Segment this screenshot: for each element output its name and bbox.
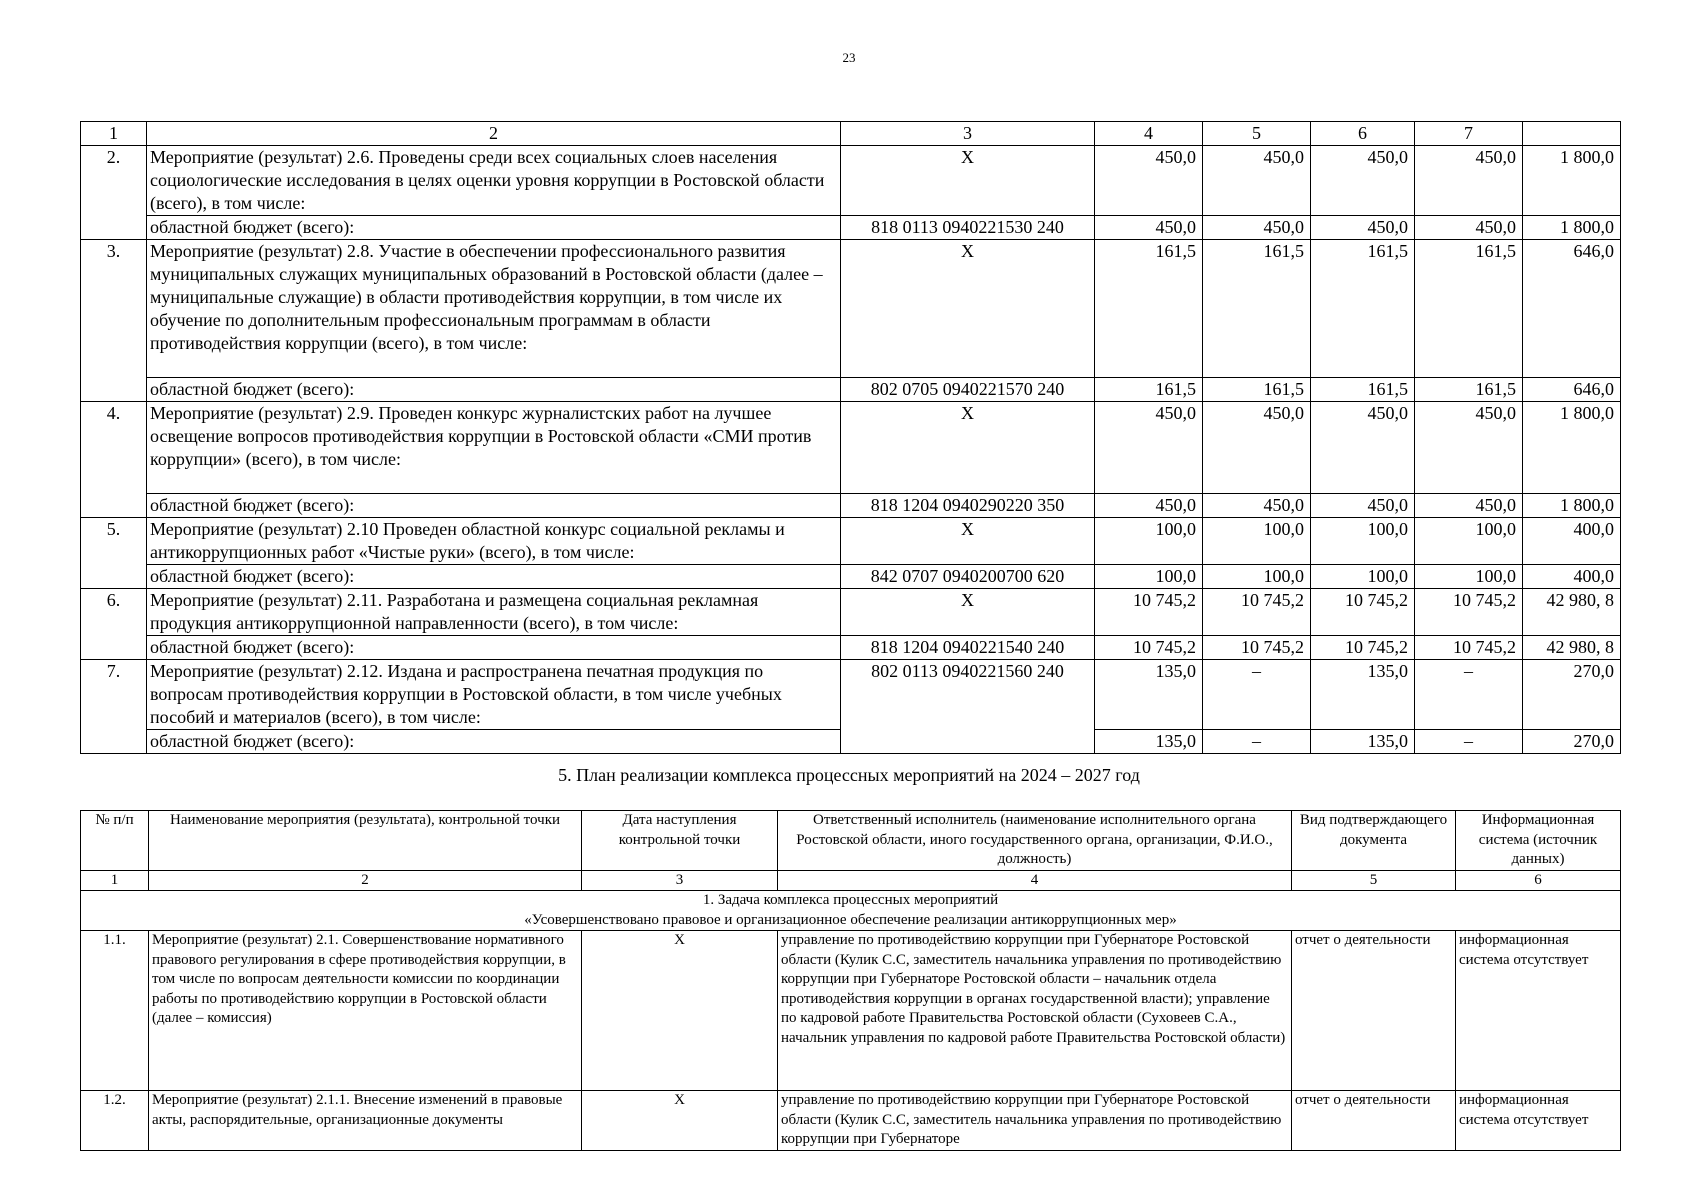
row-value: 10 745,2 [1415, 589, 1523, 636]
row-value: 450,0 [1203, 402, 1311, 494]
table-row [81, 146, 1621, 216]
section-title: 5. План реализации комплекса процессных мероприятий на 2024 – 2027 год [558, 765, 1140, 785]
row-code: Х [841, 146, 1095, 216]
subrow-value: 100,0 [1311, 565, 1415, 589]
row-value: 450,0 [1095, 402, 1203, 494]
column-number: 5 [1292, 870, 1456, 891]
row-code: Х [841, 589, 1095, 636]
task-cell [81, 891, 1621, 931]
row-code: 802 0113 0940221560 240 [841, 660, 1095, 754]
plan-row [81, 931, 1621, 1091]
subrow-value: 450,0 [1203, 494, 1311, 518]
subrow-value: 450,0 [1203, 216, 1311, 240]
plan-row-number: 1.1. [81, 931, 149, 1091]
plan-row-date: Х [582, 1091, 778, 1151]
plan-row-system: информационная система отсутствует [1456, 931, 1621, 1091]
plan-row-name: Мероприятие (результат) 2.1.1. Внесение изменений в правовые акты, распорядительные, организационные документы [149, 1091, 582, 1151]
subrow-value: 10 745,2 [1415, 636, 1523, 660]
row-total: 42 980, 8 [1523, 589, 1621, 636]
header-cell: 7 [1415, 122, 1523, 146]
table-subrow [81, 378, 1621, 402]
subrow-value: 135,0 [1311, 730, 1415, 754]
subrow-value: 161,5 [1415, 378, 1523, 402]
column-number: 4 [778, 870, 1292, 891]
row-title: Мероприятие (результат) 2.11. Разработана и размещена социальная рекламная продукция антикоррупционной направленности (всего), в том числе: [147, 589, 841, 636]
table-row [81, 518, 1621, 565]
column-number: 1 [81, 870, 149, 891]
table-row [81, 660, 1621, 730]
subrow-value: 450,0 [1415, 216, 1523, 240]
row-value: 100,0 [1415, 518, 1523, 565]
row-number: 4. [81, 402, 147, 518]
row-number: 2. [81, 146, 147, 240]
plan-row-executor: управление по противодействию коррупции при Губернаторе Ростовской области (Кулик С.С, заместитель начальника управления по противодействию коррупции при Губернаторе [778, 1091, 1292, 1151]
row-code: Х [841, 402, 1095, 494]
row-title: Мероприятие (результат) 2.12. Издана и распространена печатная продукция по вопросам противодействия коррупции в Ростовской области, в том числе учебных пособий и материалов (всего), в том числе: [147, 660, 841, 730]
subrow-title: областной бюджет (всего): [147, 494, 841, 518]
subrow-value: 135,0 [1095, 730, 1203, 754]
header-cell: 3 [841, 122, 1095, 146]
subrow-title: областной бюджет (всего): [147, 636, 841, 660]
subrow-code: 842 0707 0940200700 620 [841, 565, 1095, 589]
table-subrow [81, 216, 1621, 240]
column-number: 2 [149, 870, 582, 891]
plan-header-cell: Ответственный исполнитель (наименование исполнительного органа Ростовской области, иного государственного органа, организации, Ф.И.О., должность) [778, 811, 1292, 871]
row-value: 10 745,2 [1203, 589, 1311, 636]
task-title: 1. Задача комплекса процессных мероприятий [702, 892, 999, 908]
row-value: 10 745,2 [1311, 589, 1415, 636]
row-value: 161,5 [1095, 240, 1203, 378]
row-value: 100,0 [1203, 518, 1311, 565]
subrow-value: 100,0 [1203, 565, 1311, 589]
row-value: 161,5 [1415, 240, 1523, 378]
row-value: 100,0 [1095, 518, 1203, 565]
subrow-total: 400,0 [1523, 565, 1621, 589]
table-row [81, 402, 1621, 494]
plan-header-row [81, 811, 1621, 871]
row-code: Х [841, 518, 1095, 565]
header-cell: 1 [81, 122, 147, 146]
budget-table [80, 121, 1621, 754]
row-number: 6. [81, 589, 147, 660]
row-value: 450,0 [1095, 146, 1203, 216]
subrow-value: 450,0 [1311, 216, 1415, 240]
header-cell: 4 [1095, 122, 1203, 146]
table-row [81, 589, 1621, 636]
header-cell: 6 [1311, 122, 1415, 146]
subrow-total: 1 800,0 [1523, 216, 1621, 240]
row-code: Х [841, 240, 1095, 378]
plan-header-cell: Информационная система (источник данных) [1456, 811, 1621, 871]
subrow-code: 802 0705 0940221570 240 [841, 378, 1095, 402]
row-title: Мероприятие (результат) 2.8. Участие в обеспечении профессионального развития муниципальных служащих муниципальных образований в Ростовской области (далее – муниципальные служащие) в области противодействия коррупции, в том числе их обучение по дополнительным профессиональным программам в области противодействия коррупции (всего), в том числе: [147, 240, 841, 378]
table-subrow [81, 636, 1621, 660]
subrow-title: областной бюджет (всего): [147, 565, 841, 589]
row-total: 1 800,0 [1523, 402, 1621, 494]
row-value: 135,0 [1311, 660, 1415, 730]
row-total: 1 800,0 [1523, 146, 1621, 216]
subrow-value: – [1203, 730, 1311, 754]
header-cell: 2 [147, 122, 841, 146]
subrow-total: 270,0 [1523, 730, 1621, 754]
row-value: – [1415, 660, 1523, 730]
row-total: 400,0 [1523, 518, 1621, 565]
header-cell [1523, 122, 1621, 146]
row-value: 135,0 [1095, 660, 1203, 730]
task-row [81, 891, 1621, 931]
row-total: 270,0 [1523, 660, 1621, 730]
table-header-row [81, 122, 1621, 146]
row-total: 646,0 [1523, 240, 1621, 378]
header-cell: 5 [1203, 122, 1311, 146]
row-value: 450,0 [1415, 402, 1523, 494]
row-value: 161,5 [1203, 240, 1311, 378]
plan-row-name: Мероприятие (результат) 2.1. Совершенствование нормативного правового регулирования в сфере противодействия коррупции, в том числе по вопросам деятельности комиссии по координации работы по противодействию коррупции в Ростовской области (далее – комиссия) [149, 931, 582, 1091]
row-value: 161,5 [1311, 240, 1415, 378]
plan-row-system: информационная система отсутствует [1456, 1091, 1621, 1151]
table-row [81, 240, 1621, 378]
subrow-value: 10 745,2 [1311, 636, 1415, 660]
column-number: 3 [582, 870, 778, 891]
plan-column-numbers-row [81, 870, 1621, 891]
subrow-value: 161,5 [1095, 378, 1203, 402]
row-value: 450,0 [1415, 146, 1523, 216]
row-value: 450,0 [1311, 146, 1415, 216]
subrow-value: 100,0 [1095, 565, 1203, 589]
subrow-code: 818 0113 0940221530 240 [841, 216, 1095, 240]
subrow-code: 818 1204 0940221540 240 [841, 636, 1095, 660]
plan-row-executor: управление по противодействию коррупции при Губернаторе Ростовской области (Кулик С.С, заместитель начальника управления по противодействию коррупции при Губернаторе Ростовской области – начальник отдела противодействия коррупции в органах государственной власти); управление по кадровой работе Правительства Ростовской области (Суховеев С.А., начальник управления по кадровой работе Правительства Ростовской области) [778, 931, 1292, 1091]
subrow-code: 818 1204 0940290220 350 [841, 494, 1095, 518]
subrow-value: 161,5 [1311, 378, 1415, 402]
row-value: 450,0 [1203, 146, 1311, 216]
plan-row-number: 1.2. [81, 1091, 149, 1151]
subrow-title: областной бюджет (всего): [147, 730, 841, 754]
row-number: 3. [81, 240, 147, 402]
table-subrow [81, 494, 1621, 518]
subrow-title: областной бюджет (всего): [147, 216, 841, 240]
row-title: Мероприятие (результат) 2.6. Проведены среди всех социальных слоев населения социологические исследования в целях оценки уровня коррупции в Ростовской области (всего), в том числе: [147, 146, 841, 216]
row-value: 100,0 [1311, 518, 1415, 565]
table-subrow [81, 565, 1621, 589]
page-number: 23 [842, 50, 856, 65]
plan-row-document: отчет о деятельности [1292, 1091, 1456, 1151]
row-value: 10 745,2 [1095, 589, 1203, 636]
subrow-total: 646,0 [1523, 378, 1621, 402]
subrow-total: 42 980, 8 [1523, 636, 1621, 660]
subrow-title: областной бюджет (всего): [147, 378, 841, 402]
plan-row-date: Х [582, 931, 778, 1091]
subrow-value: 100,0 [1415, 565, 1523, 589]
plan-header-cell: Вид подтверждающего документа [1292, 811, 1456, 871]
subrow-value: 450,0 [1311, 494, 1415, 518]
plan-header-cell: № п/п [81, 811, 149, 871]
subrow-total: 1 800,0 [1523, 494, 1621, 518]
subrow-value: – [1415, 730, 1523, 754]
row-title: Мероприятие (результат) 2.10 Проведен областной конкурс социальной рекламы и антикоррупционных работ «Чистые руки» (всего), в том числе: [147, 518, 841, 565]
row-number: 7. [81, 660, 147, 754]
row-value: 450,0 [1311, 402, 1415, 494]
plan-row [81, 1091, 1621, 1151]
row-value: – [1203, 660, 1311, 730]
subrow-value: 450,0 [1095, 216, 1203, 240]
column-number: 6 [1456, 870, 1621, 891]
subrow-value: 10 745,2 [1203, 636, 1311, 660]
row-number: 5. [81, 518, 147, 589]
plan-header-cell: Наименование мероприятия (результата), контрольной точки [149, 811, 582, 871]
plan-row-document: отчет о деятельности [1292, 931, 1456, 1091]
task-description: «Усовершенствовано правовое и организационное обеспечение реализации антикоррупционных мер» [524, 911, 1177, 928]
subrow-value: 161,5 [1203, 378, 1311, 402]
plan-header-cell: Дата наступления контрольной точки [582, 811, 778, 871]
subrow-value: 450,0 [1095, 494, 1203, 518]
row-title: Мероприятие (результат) 2.9. Проведен конкурс журналистских работ на лучшее освещение вопросов противодействия коррупции в Ростовской области «СМИ против коррупции» (всего), в том числе: [147, 402, 841, 494]
subrow-value: 450,0 [1415, 494, 1523, 518]
subrow-value: 10 745,2 [1095, 636, 1203, 660]
plan-table [80, 810, 1621, 1151]
